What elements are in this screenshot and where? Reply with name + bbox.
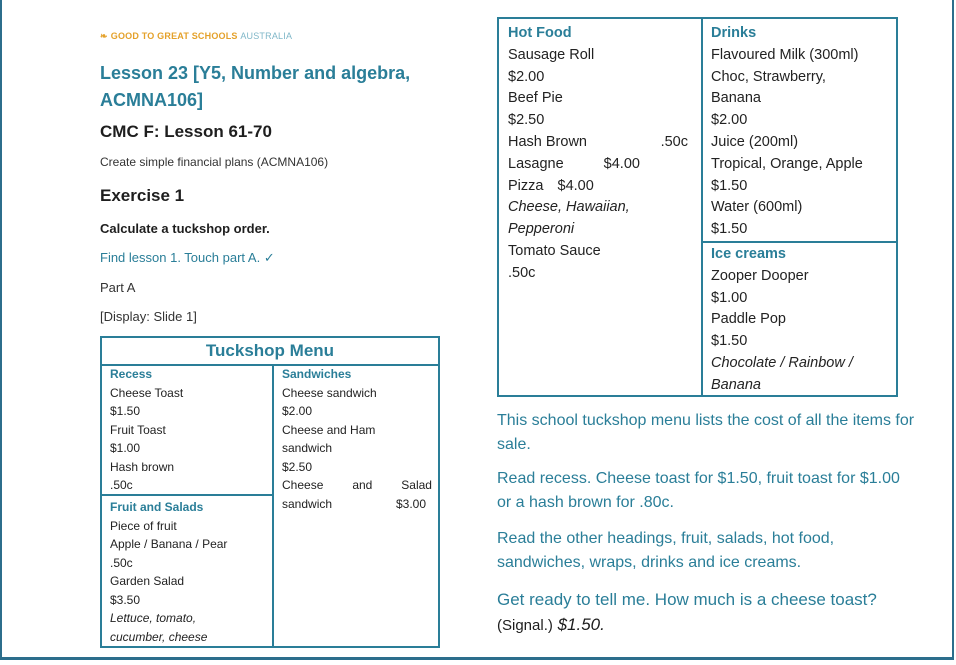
menu-line [508,154,696,176]
menu-line: Water (600ml) [711,199,803,216]
hot-food-column [508,23,696,285]
lesson-title-line1: Lesson 23 [Y5, Number and algebra, [100,63,411,83]
menu-price: .50c [660,133,688,150]
checkmark-icon: ✓ [263,250,275,265]
brand-country: AUSTRALIA [240,31,293,41]
instruction-paragraph: Read the other headings, fruit, salads, hot food, sandwiches, wraps, drinks and ice creams. [497,530,835,571]
menu-line-italic [711,375,897,397]
sandwiches-column [282,365,432,513]
find-lesson-label: Find lesson 1. Touch part A. [100,250,261,265]
fruit-salads-column [110,498,270,646]
tuckshop-menu-table [100,336,440,648]
menu-line: $1.50 [711,177,748,194]
lesson-title-line2: ACMNA106] [100,90,204,110]
menu-line-italic [110,628,270,647]
menu-line: $1.50 [110,404,141,418]
menu-line: Garden Salad [110,574,185,588]
fruit-salads-heading: Fruit and Salads [110,500,204,514]
question-text: Get ready to tell me. How much is a cheese toast? [497,590,877,609]
menu-line: $2.50 [282,459,313,474]
menu-line: sandwich [282,441,333,455]
menu-word: Salad [401,478,432,492]
menu-line: Cheese Toast [110,385,184,400]
hot-food-heading: Hot Food [508,25,572,41]
menu-word: Cheese [282,478,324,492]
menu-line: .50c [110,555,133,570]
menu-line: .50c [110,478,133,492]
menu-price: $4.00 [557,177,594,194]
menu-word: Hash Brown [508,133,587,150]
instruction-paragraph: This school tuckshop menu lists the cost of all the items for sale. [497,412,915,453]
menu-line: Sausage Roll [508,46,595,63]
menu-line: Hash brown [110,459,175,474]
menu-word: Lasagne [508,155,564,172]
part-label: Part A [100,280,136,295]
find-lesson-text [100,250,275,266]
menu-line: Fruit Toast [110,422,166,437]
menu-line: Tomato Sauce [508,242,601,259]
menu-word: Pizza [508,177,544,194]
menu-italic-line: Chocolate / Rainbow / [711,354,853,371]
task-text: Calculate a tuckshop order. [100,221,270,236]
menu-continued-table [497,17,898,397]
menu-line: Tropical, Orange, Apple [711,155,863,172]
menu-line: $2.50 [508,112,545,129]
drinks-icecream-divider [701,241,896,243]
menu-line: Cheese and Ham [282,422,376,437]
menu-italic-line: Cheese, Hawaiian, [508,199,630,216]
leaf-icon: ❧ [100,31,108,41]
menu-line: Cheese sandwich [282,385,377,400]
menu-line [282,476,432,495]
menu-line: $1.50 [711,221,748,238]
sandwiches-heading: Sandwiches [282,367,352,381]
menu-line: Paddle Pop [711,311,786,328]
menu-italic-line: Lettuce, tomato, [110,611,197,625]
instruction-paragraph: Read recess. Cheese toast for $1.50, fruit toast for $1.00 or a hash brown for .80c. [497,470,900,511]
drinks-heading: Drinks [711,25,757,41]
menu-bottom-line [102,646,438,648]
menu-italic-line: Pepperoni [508,221,575,238]
drinks-column [711,23,897,241]
exercise-heading: Exercise 1 [100,186,185,205]
ice-creams-column [711,244,897,397]
menu-divider [701,19,703,395]
menu-price: $3.00 [395,496,426,511]
menu-line: Beef Pie [508,90,563,107]
menu-line: $2.00 [508,68,545,85]
menu-divider [272,364,274,648]
menu-word: sandwich [282,496,333,511]
menu-line: .50c [508,264,536,281]
menu-line-italic [508,197,696,219]
menu-line: $1.00 [110,441,141,455]
signal-text: (Signal.) [497,617,553,634]
recess-heading: Recess [110,367,153,381]
brand-header [100,31,292,42]
menu-line: $2.00 [282,404,313,418]
ice-creams-heading: Ice creams [711,246,786,262]
recess-column [110,365,270,495]
question-paragraph [497,587,917,638]
display-label: [Display: Slide 1] [100,309,197,324]
menu-line [282,495,432,514]
menu-line-italic [711,353,897,375]
menu-line-italic [508,219,696,241]
menu-line: $1.00 [711,289,748,306]
menu-line: Piece of fruit [110,518,177,533]
menu-line: $2.00 [711,112,748,129]
menu-line: Juice (200ml) [711,133,799,150]
menu-line: Banana [711,90,761,107]
menu-line-italic [110,609,270,628]
menu-line: Apple / Banana / Pear [110,537,228,551]
menu-line: $1.50 [711,333,748,350]
menu-line: Zooper Dooper [711,267,809,284]
brand-name: GOOD TO GREAT SCHOOLS [110,31,238,41]
menu-italic-line: cucumber, cheese [110,629,208,644]
menu-word: and [352,478,373,492]
tuckshop-menu-title: Tuckshop Menu [102,338,438,366]
answer-text: $1.50. [557,615,605,634]
menu-price: $4.00 [603,155,640,172]
recess-fruit-divider [102,494,272,496]
menu-line: Choc, Strawberry, [711,68,826,85]
cmc-heading: CMC F: Lesson 61-70 [100,122,272,141]
menu-line: $3.50 [110,592,141,607]
objective-text: Create simple financial plans (ACMNA106) [100,155,329,169]
lesson-title [100,60,460,114]
menu-line [508,132,696,154]
menu-line [508,176,696,198]
menu-italic-line: Banana [711,376,761,393]
menu-line: Flavoured Milk (300ml) [711,46,859,63]
